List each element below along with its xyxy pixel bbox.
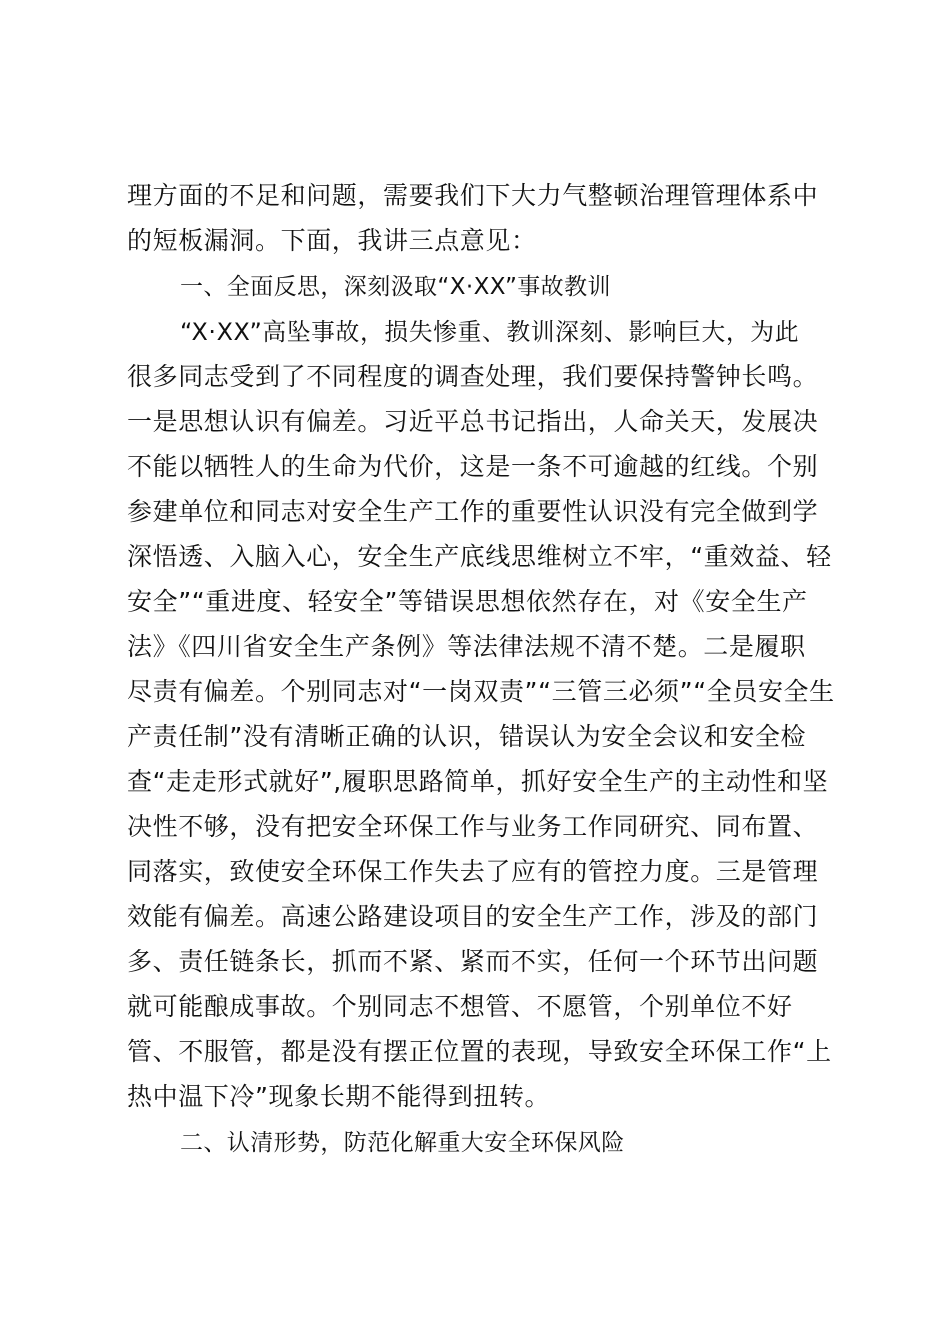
text-line: 一是思想认识有偏差。习近平总书记指出，人命关天，发展决 bbox=[127, 407, 819, 436]
paragraph-first-line: “X·XX”高坠事故，损失惨重、教训深刻、影响巨大，为此 bbox=[180, 318, 800, 346]
text-line: 同落实，致使安全环保工作失去了应有的管控力度。三是管理 bbox=[127, 857, 819, 886]
text-line: 法》《四川省安全生产条例》等法律法规不清不楚。二是履职 bbox=[127, 632, 806, 661]
text-line: 深悟透、入脑入心，安全生产底线思维树立不牢，“重效益、轻 bbox=[127, 542, 832, 571]
text-line: 查“走走形式就好”,履职思路简单，抓好安全生产的主动性和坚 bbox=[127, 767, 829, 796]
text-line: 参建单位和同志对安全生产工作的重要性认识没有完全做到学 bbox=[127, 497, 819, 526]
text-line: 很多同志受到了不同程度的调查处理，我们要保持警钟长鸣。 bbox=[127, 362, 819, 391]
text-line: 产责任制”没有清晰正确的认识，错误认为安全会议和安全检 bbox=[127, 722, 807, 751]
text-line: 就可能酿成事故。个别同志不想管、不愿管，个别单位不好 bbox=[127, 992, 793, 1021]
section-heading-1: 一、全面反思，深刻汲取“X·XX”事故教训 bbox=[180, 274, 611, 300]
text-line: 决性不够，没有把安全环保工作与业务工作同研究、同布置、 bbox=[127, 812, 819, 841]
section-heading-2: 二、认清形势，防范化解重大安全环保风险 bbox=[180, 1130, 625, 1156]
text-line: 的短板漏洞。下面，我讲三点意见： bbox=[127, 226, 537, 255]
text-line: 尽责有偏差。个别同志对“一岗双责”“三管三必须”“全员安全生 bbox=[127, 677, 835, 706]
text-line: 热中温下冷”现象长期不能得到扭转。 bbox=[127, 1082, 551, 1111]
text-line: 安全”“重进度、轻安全”等错误思想依然存在，对《安全生产 bbox=[127, 587, 808, 616]
text-line: 管、不服管，都是没有摆正位置的表现，导致安全环保工作“上 bbox=[127, 1037, 832, 1066]
text-line: 不能以牺牲人的生命为代价，这是一条不可逾越的红线。个别 bbox=[127, 452, 819, 481]
text-line: 多、责任链条长，抓而不紧、紧而不实，任何一个环节出问题 bbox=[127, 947, 819, 976]
text-line: 效能有偏差。高速公路建设项目的安全生产工作，涉及的部门 bbox=[127, 902, 819, 931]
text-line: 理方面的不足和问题，需要我们下大力气整顿治理管理体系中 bbox=[127, 181, 819, 210]
